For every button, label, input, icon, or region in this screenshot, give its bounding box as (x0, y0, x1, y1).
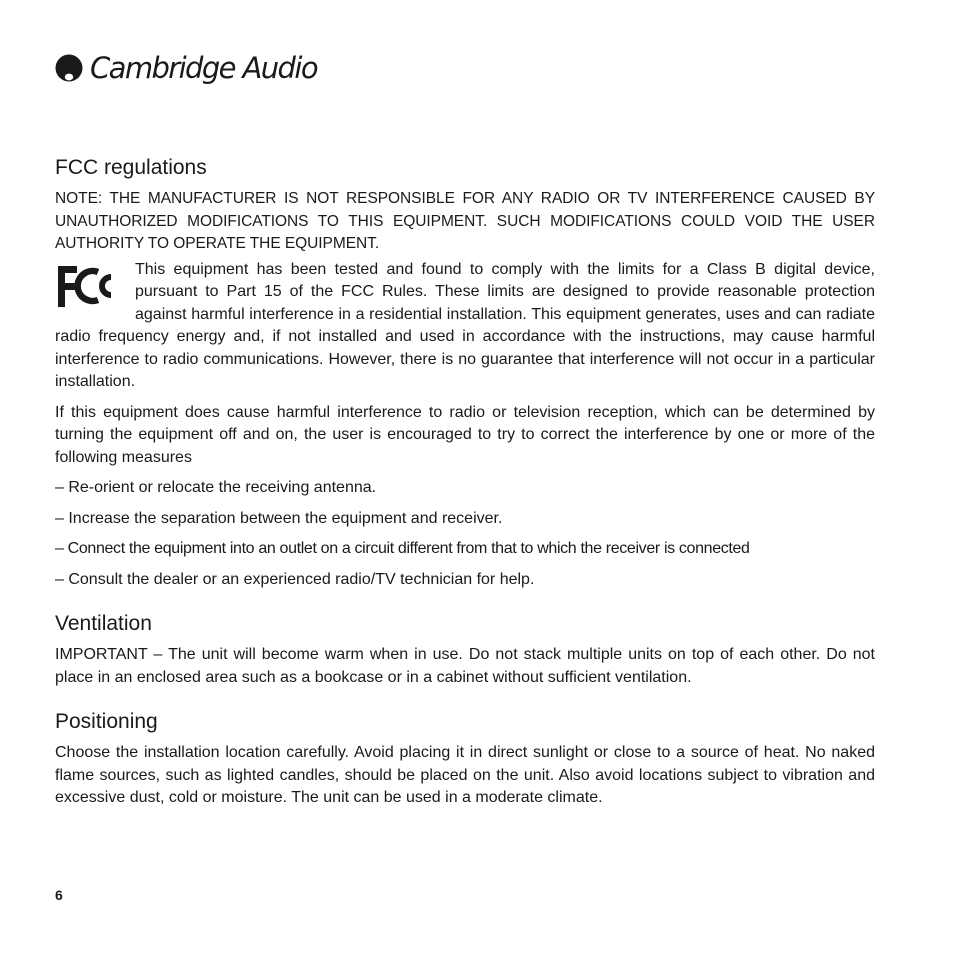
fcc-compliance-text: This equipment has been tested and found to comply with the limits for a Class B digital device, pursuant to Part 15 of the FCC Rules. These limits are designed to provide reasonable protection against harmful interference in a residential installation. This equipment generates, uses and can radiate radio frequency energy and, if not installed and used in accordance with the instructions, may cause harmful interference to radio communications. However, there is no guarantee that interference will not occur in a particular installation. (55, 260, 875, 390)
brand-logo (55, 50, 317, 86)
fcc-measures-intro: If this equipment does cause harmful interference to radio or television reception, which can be determined by turning the equipment off and on, the user is encouraged to try to correct the interference by one or more of the following measures (55, 403, 875, 466)
list-item: – Connect the equipment into an outlet on a circuit different from that to which the receiver is connected (55, 540, 750, 557)
fcc-note: NOTE: THE MANUFACTURER IS NOT RESPONSIBLE FOR ANY RADIO OR TV INTERFERENCE CAUSED BY UNAUTHORIZED MODIFICATIONS TO THIS EQUIPMENT. SUCH MODIFICATIONS COULD VOID THE USER AUTHORITY TO OPERATE THE EQUIPMENT. (55, 190, 875, 252)
important-label: IMPORTANT (55, 646, 148, 663)
ventilation-heading: Ventilation (55, 612, 152, 635)
page-content (55, 154, 875, 810)
list-item: – Increase the separation between the equipment and receiver. (55, 509, 503, 527)
ventilation-body: – The unit will become warm when in use. Do not stack multiple units on top of each other. Do not place in an enclosed area such as a bookcase or in a cabinet without sufficient ventilation. (55, 646, 875, 686)
fcc-logo-icon (55, 263, 119, 310)
fcc-measures-list (55, 477, 875, 591)
cambridge-audio-logo-icon (55, 54, 83, 82)
positioning-heading: Positioning (55, 710, 158, 733)
ventilation-text (55, 644, 875, 689)
ventilation-section (55, 610, 875, 689)
positioning-section (55, 708, 875, 810)
list-item: – Re-orient or relocate the receiving antenna. (55, 479, 377, 496)
page-number: 6 (55, 887, 63, 903)
list-item: – Consult the dealer or an experienced radio/TV technician for help. (55, 570, 535, 588)
positioning-text: Choose the installation location carefully. Avoid placing it in direct sunlight or close to a source of heat. No naked flame sources, such as lighted candles, should be placed on the unit. Also avoid locations subject to vibration and excessive dust, cold or moisture. The unit can be used in a moderate climate. (55, 744, 875, 806)
fcc-section (55, 154, 875, 591)
brand-name: Cambridge Audio (90, 51, 317, 85)
fcc-heading: FCC regulations (55, 156, 207, 179)
fcc-compliance-block (55, 259, 875, 394)
